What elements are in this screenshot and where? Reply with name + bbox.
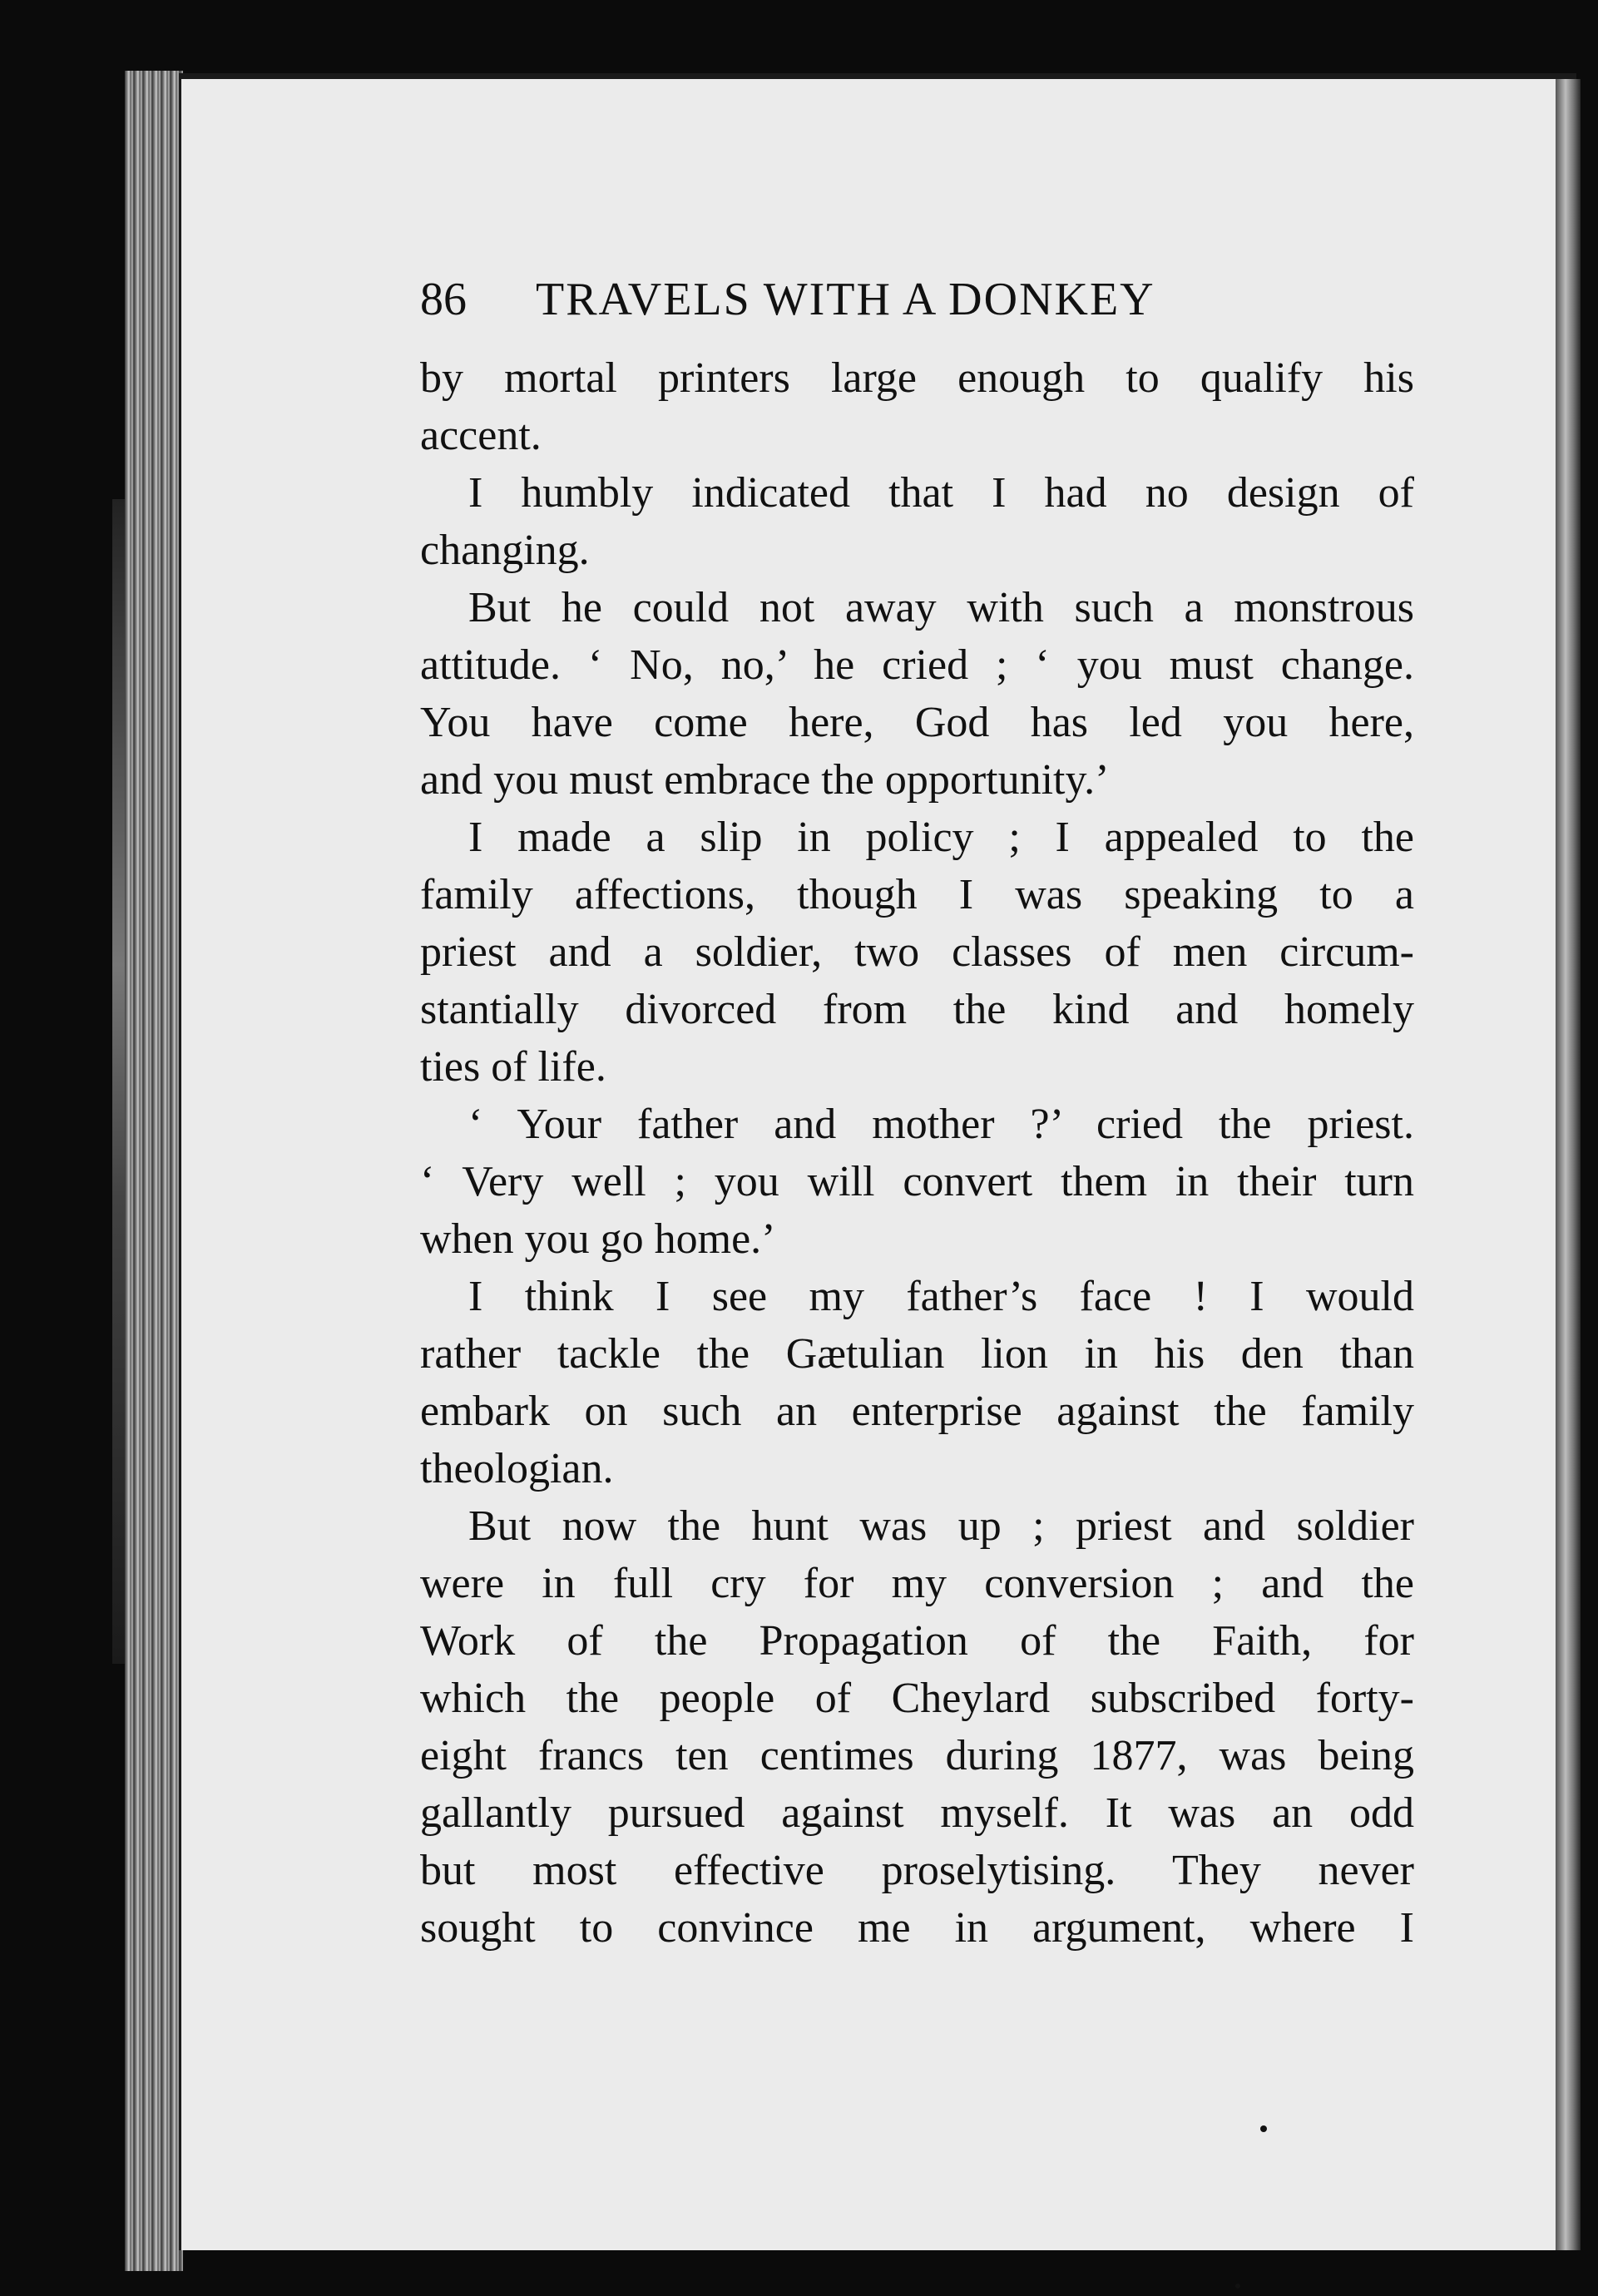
text-line: I think I see my father’s face ! I would <box>468 1273 1414 1320</box>
text-line: embark on such an enterprise against the family <box>420 1388 1414 1435</box>
text-line: accent. <box>420 412 542 459</box>
text-line: ties of life. <box>420 1043 606 1091</box>
text-line: when you go home.’ <box>420 1215 776 1263</box>
body-text <box>420 349 1414 1957</box>
page-header <box>420 266 1418 333</box>
right-page-edge <box>1556 79 1581 2250</box>
text-line: priest and a soldier, two classes of men circum- <box>420 928 1414 976</box>
text-line: ‘ Very well ; you will convert them in their turn <box>420 1158 1414 1205</box>
text-line: were in full cry for my conversion ; and the <box>420 1560 1414 1607</box>
page-number: 86 <box>420 274 467 325</box>
running-title: TRAVELS WITH A DONKEY <box>536 274 1155 325</box>
text-line: I made a slip in policy ; I appealed to the <box>468 814 1414 861</box>
text-line: gallantly pursued against myself. It was an odd <box>420 1789 1414 1837</box>
text-line: changing. <box>420 527 590 574</box>
text-line: by mortal printers large enough to qualify his <box>420 354 1414 402</box>
text-line: eight francs ten centimes during 1877, was being <box>420 1732 1414 1779</box>
text-line: Work of the Propagation of the Faith, for <box>420 1617 1414 1665</box>
text-line: and you must embrace the opportunity.’ <box>420 756 1110 804</box>
speck <box>1260 2125 1267 2132</box>
text-line: rather tackle the Gætulian lion in his den than <box>420 1330 1414 1378</box>
text-line: But now the hunt was up ; priest and soldier <box>468 1502 1414 1550</box>
text-line: But he could not away with such a monstrous <box>468 584 1414 631</box>
text-line: but most effective proselytising. They never <box>420 1847 1414 1894</box>
text-line: ‘ Your father and mother ?’ cried the priest. <box>468 1101 1414 1148</box>
text-line: family affections, though I was speaking to a <box>420 871 1414 918</box>
text-line: sought to convince me in argument, where I <box>420 1904 1414 1952</box>
text-line: which the people of Cheylard subscribed forty- <box>420 1675 1414 1722</box>
text-line: You have come here, God has led you here, <box>420 699 1414 746</box>
text-line: attitude. ‘ No, no,’ he cried ; ‘ you must change. <box>420 641 1414 689</box>
text-line: stantially divorced from the kind and homely <box>420 986 1414 1033</box>
text-line: theologian. <box>420 1445 614 1492</box>
page-edges <box>125 71 183 2271</box>
speck <box>1235 2284 1240 2289</box>
text-line: I humbly indicated that I had no design of <box>468 469 1414 517</box>
